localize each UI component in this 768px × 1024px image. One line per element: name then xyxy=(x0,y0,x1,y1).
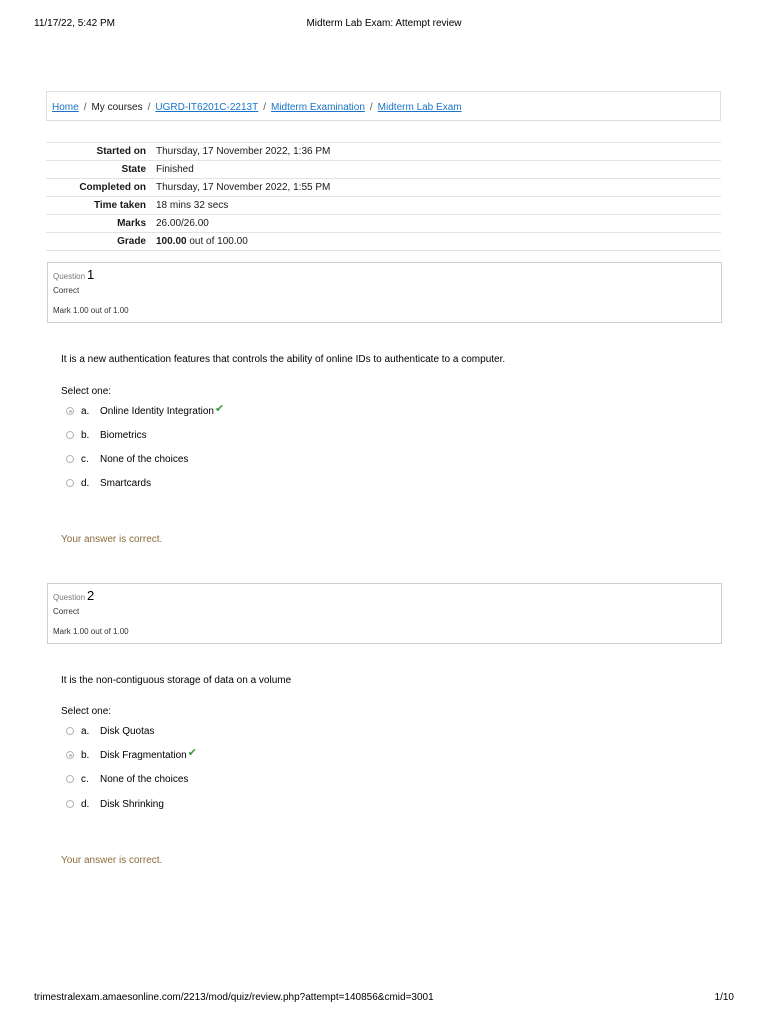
summary-value xyxy=(154,233,721,251)
attempt-summary-table xyxy=(46,142,721,251)
option-text: Disk Fragmentation xyxy=(100,749,187,761)
breadcrumb-separator: / xyxy=(83,102,87,113)
answer-option xyxy=(66,796,164,812)
summary-value: Thursday, 17 November 2022, 1:36 PM xyxy=(154,143,721,161)
print-title: Midterm Lab Exam: Attempt review xyxy=(306,18,462,29)
summary-value: 26.00/26.00 xyxy=(154,215,721,233)
option-radio[interactable] xyxy=(66,727,74,735)
question-label: Question xyxy=(53,272,86,281)
breadcrumb xyxy=(46,91,721,121)
question-number: 1 xyxy=(87,267,95,282)
breadcrumb-my-courses: My courses xyxy=(91,102,143,113)
option-text: None of the choices xyxy=(100,453,189,465)
option-radio[interactable] xyxy=(66,431,74,439)
option-text: Disk Shrinking xyxy=(100,798,164,810)
answer-option xyxy=(66,403,224,419)
option-letter: a. xyxy=(81,725,90,737)
option-radio[interactable] xyxy=(66,455,74,463)
grade-out-of: out of 100.00 xyxy=(189,236,248,247)
option-text: Online Identity Integration xyxy=(100,405,214,417)
question-state: Correct xyxy=(53,286,80,295)
question-text-2: It is the non-contiguous storage of data on a volume xyxy=(61,675,292,686)
summary-value: 18 mins 32 secs xyxy=(154,197,721,215)
summary-row-marks xyxy=(46,215,721,233)
option-text: Disk Quotas xyxy=(100,725,155,737)
option-radio[interactable] xyxy=(66,479,74,487)
check-icon: ✔ xyxy=(214,402,225,415)
option-radio[interactable] xyxy=(66,407,74,415)
check-icon: ✔ xyxy=(187,746,197,759)
breadcrumb-section-link[interactable]: Midterm Examination xyxy=(270,102,365,113)
option-letter: c. xyxy=(81,453,89,465)
question-state: Correct xyxy=(53,607,80,616)
question-info-2 xyxy=(47,583,722,644)
summary-label: State xyxy=(46,161,154,179)
summary-row-started xyxy=(46,143,721,161)
summary-label: Time taken xyxy=(46,197,154,215)
breadcrumb-separator: / xyxy=(369,102,373,113)
answer-option xyxy=(66,771,188,787)
answer-option xyxy=(66,451,188,467)
answer-option xyxy=(66,723,154,739)
summary-row-grade xyxy=(46,233,721,251)
answer-feedback: Your answer is correct. xyxy=(61,534,163,545)
select-one-label: Select one: xyxy=(61,706,112,717)
print-url: trimestralexam.amaesonline.com/2213/mod/quiz/review.php?attempt=140856&cmid=3001 xyxy=(34,992,434,1003)
summary-row-time-taken xyxy=(46,197,721,215)
question-mark: Mark 1.00 out of 1.00 xyxy=(53,627,129,636)
option-letter: d. xyxy=(81,477,90,489)
option-letter: c. xyxy=(81,773,89,785)
breadcrumb-quiz-link[interactable]: Midterm Lab Exam xyxy=(377,102,462,113)
option-letter: a. xyxy=(81,405,90,417)
answer-option xyxy=(66,427,147,443)
question-label: Question xyxy=(53,593,86,602)
answer-option xyxy=(66,747,197,763)
question-mark: Mark 1.00 out of 1.00 xyxy=(53,306,129,315)
answer-option xyxy=(66,475,151,491)
breadcrumb-separator: / xyxy=(263,102,266,113)
breadcrumb-course-link[interactable]: UGRD-IT6201C-2213T xyxy=(155,102,259,113)
select-one-label: Select one: xyxy=(61,386,112,397)
breadcrumb-home-link[interactable]: Home xyxy=(52,102,79,113)
summary-label: Marks xyxy=(46,215,154,233)
summary-label: Started on xyxy=(46,143,154,161)
grade-value: 100.00 xyxy=(156,236,187,247)
question-text-1: It is a new authentication features that controls the ability of online IDs to authenticate to a computer. xyxy=(61,354,506,365)
summary-value: Finished xyxy=(154,161,721,179)
option-letter: b. xyxy=(81,749,90,761)
option-radio[interactable] xyxy=(66,751,74,759)
summary-value: Thursday, 17 November 2022, 1:55 PM xyxy=(154,179,721,197)
breadcrumb-separator: / xyxy=(147,102,151,113)
print-date: 11/17/22, 5:42 PM xyxy=(34,18,115,29)
summary-label: Completed on xyxy=(46,179,154,197)
option-letter: b. xyxy=(81,429,90,441)
summary-row-completed xyxy=(46,179,721,197)
option-text: None of the choices xyxy=(100,773,189,785)
print-page-number: 1/10 xyxy=(714,992,734,1003)
option-text: Biometrics xyxy=(100,429,147,441)
summary-label: Grade xyxy=(46,233,154,251)
answer-feedback: Your answer is correct. xyxy=(61,855,163,866)
option-radio[interactable] xyxy=(66,800,74,808)
option-letter: d. xyxy=(81,798,90,810)
option-text: Smartcards xyxy=(100,477,152,489)
summary-row-state xyxy=(46,161,721,179)
question-info-1 xyxy=(47,262,722,323)
option-radio[interactable] xyxy=(66,775,74,783)
question-number: 2 xyxy=(87,588,95,603)
